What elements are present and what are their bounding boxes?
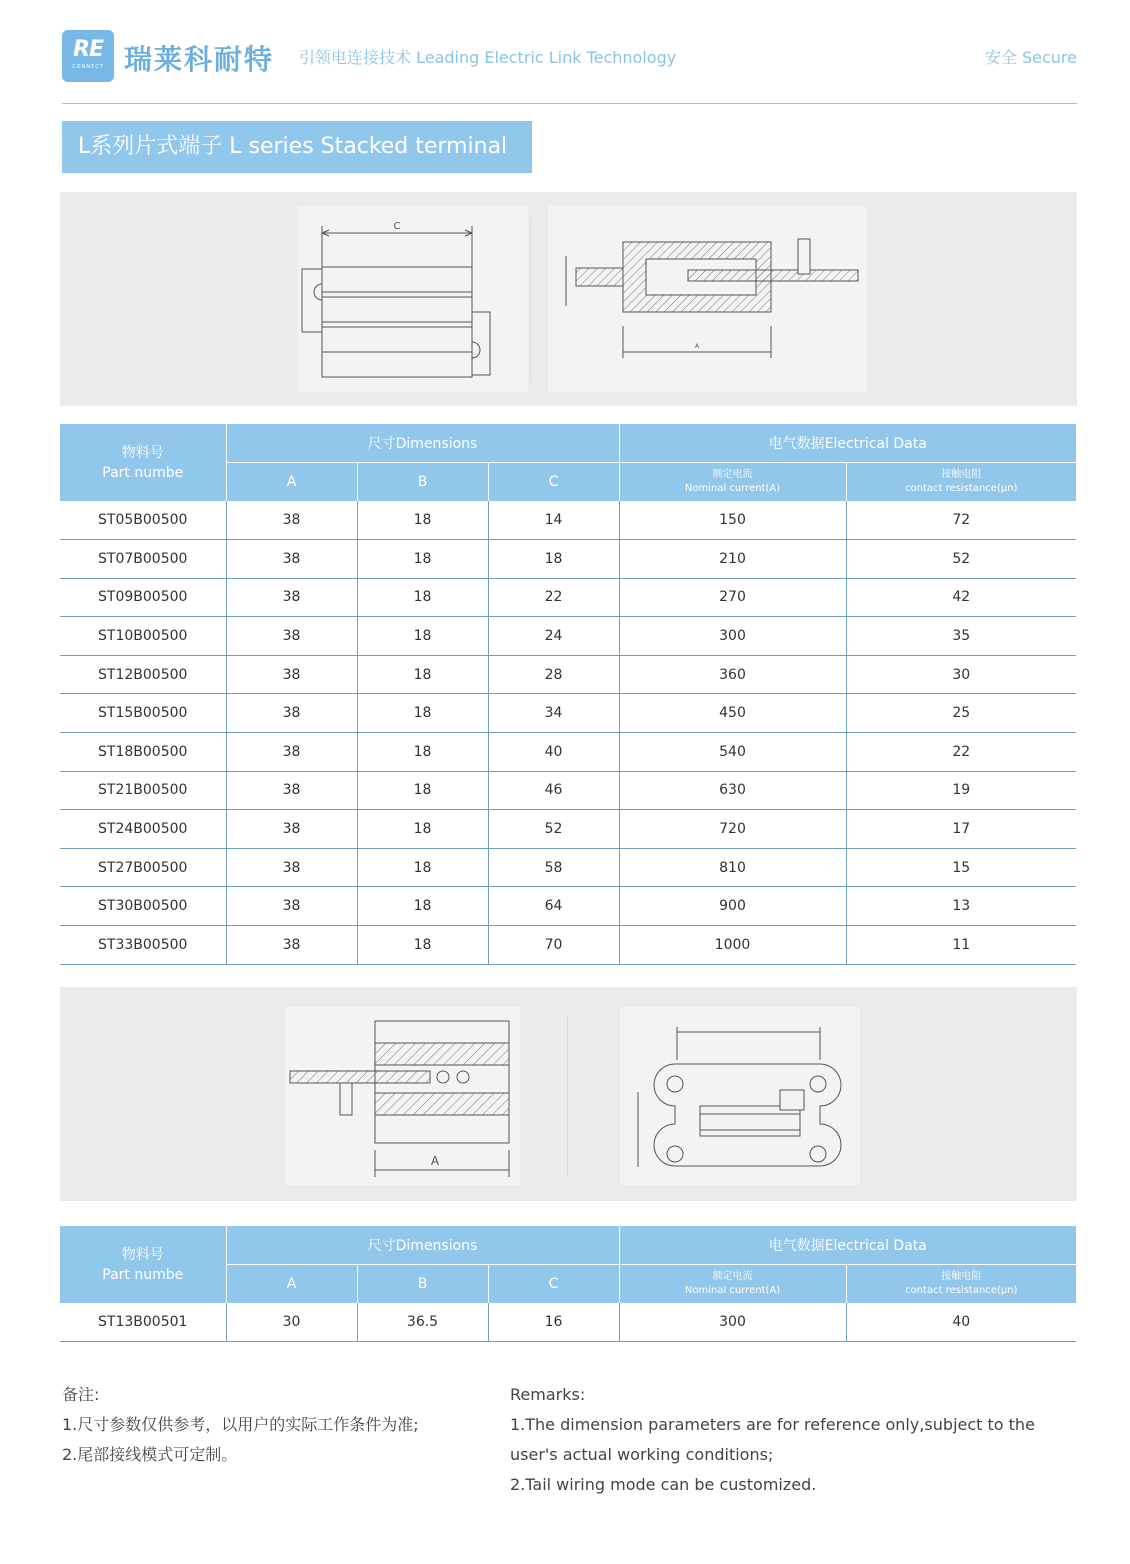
nominal-current-cell: 450 bbox=[619, 694, 846, 733]
terminal-section-view-drawing bbox=[548, 224, 868, 369]
part-number-cell: ST09B00500 bbox=[60, 578, 226, 617]
dim-b-cell: 18 bbox=[357, 771, 488, 810]
dim-a-cell: 38 bbox=[226, 617, 357, 656]
dim-b-cell: 18 bbox=[357, 540, 488, 579]
part-number-cell: ST07B00500 bbox=[60, 540, 226, 579]
dim-b-cell: 36.5 bbox=[357, 1303, 488, 1342]
dim-a-cell: 38 bbox=[226, 501, 357, 540]
nominal-current-header-cn: 额定电流 bbox=[712, 468, 753, 480]
part-number-header-2 bbox=[60, 1226, 226, 1303]
terminal-side-section-drawing bbox=[285, 1015, 525, 1180]
col-a-header-2: A bbox=[226, 1264, 357, 1303]
dimensions-header: 尺寸Dimensions bbox=[226, 424, 619, 462]
nominal-current-header bbox=[619, 462, 846, 501]
contact-resistance-cell: 17 bbox=[846, 810, 1076, 849]
dim-c-cell: 16 bbox=[488, 1303, 619, 1342]
part-number-header-cn: 物料号 bbox=[121, 444, 164, 461]
dim-c-cell: 34 bbox=[488, 694, 619, 733]
contact-resistance-header-en: contact resistance(μn) bbox=[905, 482, 1018, 494]
dim-c-cell: 46 bbox=[488, 771, 619, 810]
contact-resistance-cell: 72 bbox=[846, 501, 1076, 540]
part-number-cell: ST27B00500 bbox=[60, 848, 226, 887]
contact-resistance-cell: 35 bbox=[846, 617, 1076, 656]
part-number-header-en: Part numbe bbox=[102, 464, 184, 481]
nominal-current-cell: 630 bbox=[619, 771, 846, 810]
dim-b-cell: 18 bbox=[357, 655, 488, 694]
nominal-current-cell: 720 bbox=[619, 810, 846, 849]
part-number-header-en-2: Part numbe bbox=[102, 1266, 184, 1283]
dim-a-cell: 38 bbox=[226, 926, 357, 965]
table-row bbox=[60, 655, 1076, 694]
dimension-c-label: C bbox=[393, 221, 401, 232]
col-b-header-2: B bbox=[357, 1264, 488, 1303]
part-number-cell: ST10B00500 bbox=[60, 617, 226, 656]
dim-b-cell: 18 bbox=[357, 617, 488, 656]
dim-a-cell: 38 bbox=[226, 655, 357, 694]
dim-a-cell: 38 bbox=[226, 810, 357, 849]
brand-logo bbox=[62, 30, 114, 82]
table-row bbox=[60, 1303, 1076, 1342]
dimensions-header-2: 尺寸Dimensions bbox=[226, 1226, 619, 1264]
dim-c-cell: 28 bbox=[488, 655, 619, 694]
dim-c-cell: 24 bbox=[488, 617, 619, 656]
dim-c-cell: 58 bbox=[488, 848, 619, 887]
part-number-header-cn-2: 物料号 bbox=[121, 1246, 164, 1263]
dimension-a-label-bottom: A bbox=[430, 1154, 440, 1168]
nominal-current-header-2 bbox=[619, 1264, 846, 1303]
table-row bbox=[60, 617, 1076, 656]
contact-resistance-cell: 25 bbox=[846, 694, 1076, 733]
table-row bbox=[60, 578, 1076, 617]
contact-resistance-header-en-2: contact resistance(μn) bbox=[905, 1284, 1018, 1296]
part-number-cell: ST33B00500 bbox=[60, 926, 226, 965]
dim-b-cell: 18 bbox=[357, 848, 488, 887]
nominal-current-cell: 300 bbox=[619, 1303, 846, 1342]
nominal-current-cell: 210 bbox=[619, 540, 846, 579]
table-row bbox=[60, 694, 1076, 733]
nominal-current-cell: 810 bbox=[619, 848, 846, 887]
dim-b-cell: 18 bbox=[357, 926, 488, 965]
page-header bbox=[62, 30, 1077, 104]
remarks-cn-item-2: 2.尾部接线模式可定制。 bbox=[62, 1445, 238, 1464]
part-number-cell: ST05B00500 bbox=[60, 501, 226, 540]
electrical-data-header-2: 电气数据Electrical Data bbox=[619, 1226, 1076, 1264]
dim-c-cell: 14 bbox=[488, 501, 619, 540]
table-row bbox=[60, 810, 1076, 849]
logo-subtext: CONNECT bbox=[72, 64, 104, 70]
terminal-plate-top-drawing bbox=[630, 1022, 850, 1182]
drawing-panel-top bbox=[60, 192, 1077, 406]
contact-resistance-header bbox=[846, 462, 1076, 501]
part-number-cell: ST18B00500 bbox=[60, 733, 226, 772]
col-b-header: B bbox=[357, 462, 488, 501]
nominal-current-cell: 150 bbox=[619, 501, 846, 540]
contact-resistance-header-2 bbox=[846, 1264, 1076, 1303]
dim-b-cell: 18 bbox=[357, 501, 488, 540]
spec-table-l-series bbox=[60, 424, 1076, 965]
nominal-current-cell: 900 bbox=[619, 887, 846, 926]
contact-resistance-cell: 19 bbox=[846, 771, 1076, 810]
dim-c-cell: 70 bbox=[488, 926, 619, 965]
dim-b-cell: 18 bbox=[357, 694, 488, 733]
dim-a-cell: 30 bbox=[226, 1303, 357, 1342]
dim-c-cell: 22 bbox=[488, 578, 619, 617]
section-title: L系列片式端子 L series Stacked terminal bbox=[62, 121, 532, 173]
secure-tagline: 安全 Secure bbox=[984, 48, 1077, 67]
nominal-current-cell: 270 bbox=[619, 578, 846, 617]
contact-resistance-cell: 30 bbox=[846, 655, 1076, 694]
table-row bbox=[60, 501, 1076, 540]
dim-c-cell: 18 bbox=[488, 540, 619, 579]
remarks-en-title: Remarks: bbox=[510, 1385, 586, 1404]
contact-resistance-cell: 22 bbox=[846, 733, 1076, 772]
dim-a-cell: 38 bbox=[226, 694, 357, 733]
part-number-cell: ST21B00500 bbox=[60, 771, 226, 810]
table-row bbox=[60, 926, 1076, 965]
dim-c-cell: 40 bbox=[488, 733, 619, 772]
part-number-cell: ST24B00500 bbox=[60, 810, 226, 849]
remarks-chinese bbox=[62, 1380, 419, 1470]
dim-c-cell: 52 bbox=[488, 810, 619, 849]
nominal-current-header-en-2: Nominal current(A) bbox=[684, 1284, 781, 1296]
contact-resistance-cell: 42 bbox=[846, 578, 1076, 617]
part-number-cell: ST13B00501 bbox=[60, 1303, 226, 1342]
spec-table-st13 bbox=[60, 1226, 1076, 1342]
dim-a-cell: 38 bbox=[226, 540, 357, 579]
table-row bbox=[60, 848, 1076, 887]
dim-a-cell: 38 bbox=[226, 771, 357, 810]
contact-resistance-cell: 40 bbox=[846, 1303, 1076, 1342]
terminal-top-view-drawing bbox=[295, 212, 505, 387]
nominal-current-cell: 300 bbox=[619, 617, 846, 656]
nominal-current-cell: 360 bbox=[619, 655, 846, 694]
dim-b-cell: 18 bbox=[357, 733, 488, 772]
table-row bbox=[60, 540, 1076, 579]
nominal-current-header-en: Nominal current(A) bbox=[684, 482, 781, 494]
logo-letters: RE bbox=[73, 37, 103, 62]
dim-c-cell: 64 bbox=[488, 887, 619, 926]
remarks-cn-title: 备注: bbox=[62, 1385, 100, 1404]
contact-resistance-cell: 11 bbox=[846, 926, 1076, 965]
contact-resistance-cell: 52 bbox=[846, 540, 1076, 579]
remarks-english bbox=[510, 1380, 1070, 1500]
part-number-cell: ST12B00500 bbox=[60, 655, 226, 694]
dim-b-cell: 18 bbox=[357, 810, 488, 849]
col-c-header: C bbox=[488, 462, 619, 501]
brand-slogan: 引领电连接技术 Leading Electric Link Technology bbox=[299, 48, 677, 67]
drawing-panel-bottom bbox=[60, 987, 1077, 1201]
nominal-current-cell: 540 bbox=[619, 733, 846, 772]
dim-a-cell: 38 bbox=[226, 887, 357, 926]
brand-name: 瑞莱科耐特 bbox=[124, 43, 275, 76]
dim-a-cell: 38 bbox=[226, 848, 357, 887]
contact-resistance-cell: 15 bbox=[846, 848, 1076, 887]
nominal-current-header-cn-2: 额定电流 bbox=[712, 1270, 753, 1282]
remarks-en-item-1: 1.The dimension parameters are for reference only,subject to the user's actual working conditions; bbox=[510, 1415, 1035, 1464]
contact-resistance-cell: 13 bbox=[846, 887, 1076, 926]
remarks-cn-item-1: 1.尺寸参数仅供参考，以用户的实际工作条件为准; bbox=[62, 1415, 419, 1434]
contact-resistance-header-cn: 接触电阻 bbox=[941, 468, 982, 480]
nominal-current-cell: 1000 bbox=[619, 926, 846, 965]
part-number-cell: ST30B00500 bbox=[60, 887, 226, 926]
col-a-header: A bbox=[226, 462, 357, 501]
col-c-header-2: C bbox=[488, 1264, 619, 1303]
table-row bbox=[60, 771, 1076, 810]
dim-a-cell: 38 bbox=[226, 733, 357, 772]
contact-resistance-header-cn-2: 接触电阻 bbox=[941, 1270, 982, 1282]
dim-b-cell: 18 bbox=[357, 887, 488, 926]
table-row bbox=[60, 887, 1076, 926]
remarks-en-item-2: 2.Tail wiring mode can be customized. bbox=[510, 1475, 817, 1494]
part-number-cell: ST15B00500 bbox=[60, 694, 226, 733]
part-number-header bbox=[60, 424, 226, 501]
dim-b-cell: 18 bbox=[357, 578, 488, 617]
dimension-a-label: A bbox=[694, 343, 700, 350]
electrical-data-header: 电气数据Electrical Data bbox=[619, 424, 1076, 462]
table-row bbox=[60, 733, 1076, 772]
dim-a-cell: 38 bbox=[226, 578, 357, 617]
